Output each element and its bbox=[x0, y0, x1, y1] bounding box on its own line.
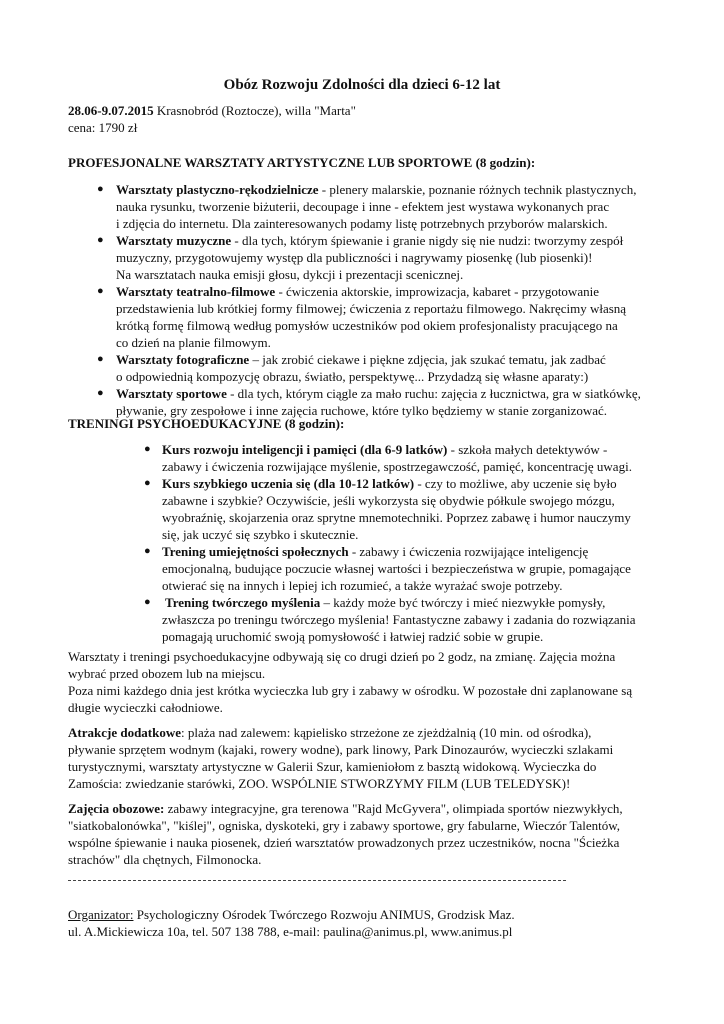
training-name: Trening umiejętności społecznych bbox=[162, 544, 349, 559]
bullet-icon: ● bbox=[144, 596, 151, 608]
attractions-paragraph: Atrakcje dodatkowe: plaża nad zalewem: kąpielisko strzeżone ze zjeżdżalnią (10 min. od ośrodka), pływanie sprzętem wodnym (kajaki, rowery wodne), park linowy, Park Dinozaurów, wycieczki szlakami turystycznymi, warsztaty artystyczne w Galerii Szur, kamieniołom z basztą widokową. Wycieczka do Zamościa: zwiedzanie starówki, ZOO. WSPÓLNIE STWORZYMY FILM (LUB TELEDYSK)! bbox=[68, 725, 614, 791]
camp-activities-paragraph: Zajęcia obozowe: zabawy integracyjne, gra terenowa "Rajd McGyvera", olimpiada sportów niezwykłych, "siatkobalonówka", "kiślej", ogniska, dyskoteki, gry i zabawy sportowe, gry fabularne, Wieczór Talentów, wspólne śpiewanie i nauka piosenek, dzień warsztatów prowadzonych przez uczestników, nocna "Ścieżka strachów" dla chętnych, Filmonocka. bbox=[68, 801, 623, 867]
training-name: Kurs szybkiego uczenia się (dla 10-12 latków) bbox=[162, 476, 415, 491]
page-title: Obóz Rozwoju Zdolności dla dzieci 6-12 lat bbox=[223, 77, 501, 93]
bullet-icon: ● bbox=[144, 443, 151, 455]
organizer-contact: ul. A.Mickiewicza 10a, tel. 507 138 788, e-mail: paulina@animus.pl, www.animus.pl bbox=[68, 924, 513, 939]
list-item: ● Warsztaty fotograficzne – jak zrobić ciekawe i piękne zdjęcia, jak szukać tematu, jak zadbać o odpowiednią kompozycję obrazu, światło, perspektywę... Przydadzą się własne aparaty:) bbox=[97, 352, 606, 384]
camp-activities-label: Zajęcia obozowe: bbox=[68, 801, 165, 816]
list-item: ● Kurs szybkiego uczenia się (dla 10-12 latków) - czy to możliwe, aby uczenie się było zabawne i szybkie? Oczywiście, jeśli wykorzysta się obydwie półkule swojego mózgu, wyobraźnię, skojarzenia oraz sprytne mnemotechniki. Poprzez zabawę i humor nauczymy się, jak uczyć się szybko i skutecznie. bbox=[144, 476, 631, 542]
list-item: ● Warsztaty teatralno-filmowe - ćwiczenia aktorskie, improwizacja, kabaret - przygotowanie przedstawienia lub krótkiej formy filmowej; ćwiczenia z reportażu filmowego. Nakręcimy własną krótką formę filmową według pomysłów uczestników pod okiem profesjonalisty pracującego na co dzień na planie filmowym. bbox=[97, 284, 627, 350]
workshops-heading: PROFESJONALNE WARSZTATY ARTYSTYCZNE LUB SPORTOWE (8 godzin): bbox=[68, 155, 536, 170]
footer bbox=[68, 906, 668, 940]
list-item: ● Kurs rozwoju inteligencji i pamięci (dla 6-9 latków) - szkoła małych detektywów - zabawy i ćwiczenia rozwijające myślenie, spostrzegawczość, pamięć, koncentrację uwagi. bbox=[144, 442, 632, 474]
workshop-name: Warsztaty plastyczno-rękodzielnicze bbox=[116, 182, 319, 197]
trainings-list bbox=[144, 441, 672, 645]
bullet-icon: ● bbox=[97, 353, 104, 365]
bullet-icon: ● bbox=[97, 285, 104, 297]
trainings-heading: TRENINGI PSYCHOEDUKACYJNE (8 godzin): bbox=[68, 416, 345, 431]
list-item: ● Warsztaty sportowe - dla tych, którym ciągle za mało ruchu: zajęcia z łucznictwa, gra w siatkówkę, pływanie, gry zespołowe i inne zajęcia ruchowe, które tylko będziemy w stanie zorganizować. bbox=[97, 386, 641, 418]
workshop-name: Warsztaty muzyczne bbox=[116, 233, 232, 248]
attractions-label: Atrakcje dodatkowe bbox=[68, 725, 182, 740]
camp-dates: 28.06-9.07.2015 bbox=[68, 103, 154, 118]
bullet-icon: ● bbox=[97, 234, 104, 246]
training-name: Kurs rozwoju inteligencji i pamięci (dla 6-9 latków) bbox=[162, 442, 448, 457]
list-item: ● Warsztaty muzyczne - dla tych, którym śpiewanie i granie nigdy się nie nudzi: tworzymy zespół muzyczny, przygotowujemy występ dla publiczności i nagrywamy piosenkę (lub piosenki)! Na warsztatach nauka emisji głosu, dykcji i prezentacji scenicznej. bbox=[97, 233, 624, 282]
workshop-name: Warsztaty teatralno-filmowe bbox=[116, 284, 276, 299]
list-item: ● Trening twórczego myślenia – każdy może być twórczy i mieć niezwykłe pomysły, zwłaszcza po treningu twórczego myślenia! Fantastyczne zabawy i zadania do rozwiązania pomagają uruchomić swoją pomysłowość i łatwiej radzić sobie w grupie. bbox=[144, 595, 636, 644]
organizer-label: Organizator: bbox=[68, 907, 134, 922]
camp-location: Krasnobród (Roztocze), willa "Marta" bbox=[153, 103, 356, 118]
list-item: ● Warsztaty plastyczno-rękodzielnicze - plenery malarskie, poznanie różnych technik plastycznych, nauka rysunku, tworzenie biżuterii, decoupage i inne - efektem jest wystawa wykonanych prac i zdjęcia do internetu. Dla zainteresowanych podamy listę potrzebnych przyborów malarskich. bbox=[97, 182, 637, 231]
organizer-name: Psychologiczny Ośrodek Twórczego Rozwoju ANIMUS, Grodzisk Maz. bbox=[133, 907, 515, 922]
separator-line bbox=[68, 880, 566, 881]
workshop-name: Warsztaty fotograficzne bbox=[116, 352, 250, 367]
schedule-paragraph: Warsztaty i treningi psychoedukacyjne odbywają się co drugi dzień po 2 godz, na zmianę. Zajęcia można wybrać przed obozem lub na miejscu. Poza nimi każdego dnia jest krótka wycieczka lub gry i zabawy w ośrodku. W pozostałe dni zaplanowane są długie wycieczki całodniowe. bbox=[68, 649, 633, 715]
bullet-icon: ● bbox=[144, 477, 151, 489]
camp-price: cena: 1790 zł bbox=[68, 120, 138, 135]
bullet-icon: ● bbox=[97, 183, 104, 195]
intro bbox=[68, 102, 668, 136]
bullet-icon: ● bbox=[97, 387, 104, 399]
workshop-name: Warsztaty sportowe bbox=[116, 386, 227, 401]
list-item: ● Trening umiejętności społecznych - zabawy i ćwiczenia rozwijające inteligencję emocjonalną, budujące poczucie własnej wartości i bezpieczeństwa w grupie, pomagające otwierać się na innych i lepiej ich rozumieć, a także wyrażać swoje potrzeby. bbox=[144, 544, 631, 593]
workshops-list bbox=[97, 181, 676, 419]
training-name: Trening twórczego myślenia bbox=[162, 595, 321, 610]
bullet-icon: ● bbox=[144, 545, 151, 557]
